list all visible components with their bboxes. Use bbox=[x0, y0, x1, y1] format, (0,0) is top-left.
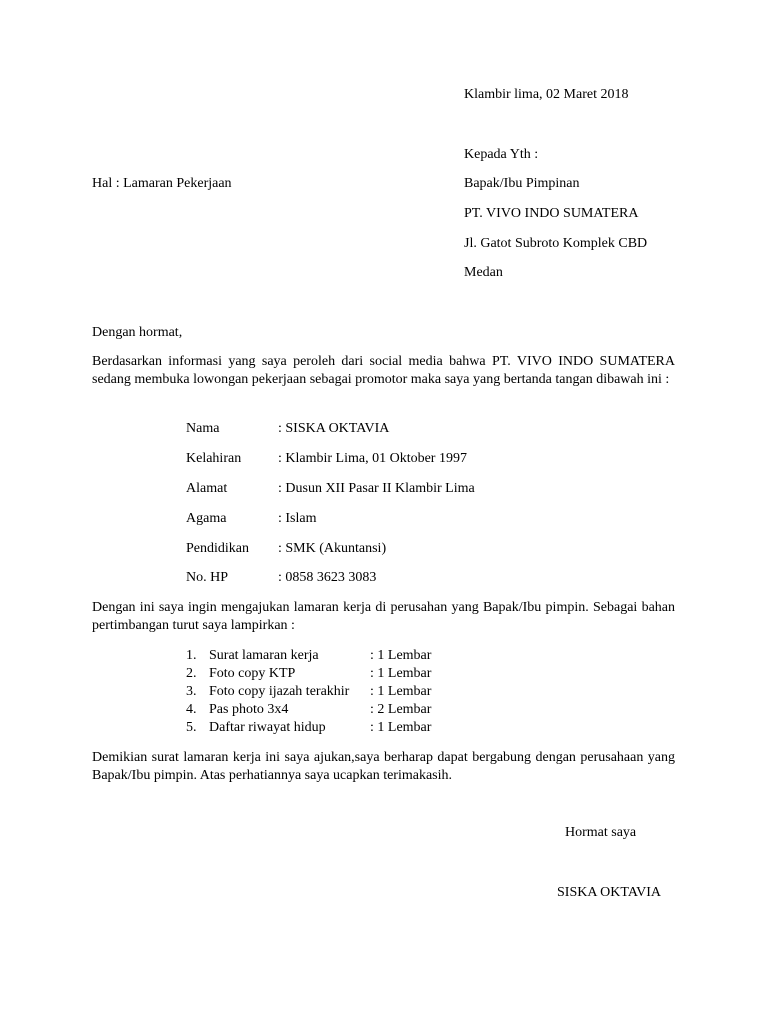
personal-label: No. HP bbox=[186, 570, 229, 585]
attachment-intro-paragraph: Dengan ini saya ingin mengajukan lamaran kerja di perusahan yang Bapak/Ibu pimpin. Sebagai bahan pertimbangan turut saya lampirkan : bbox=[92, 600, 675, 633]
attachment-item bbox=[186, 721, 486, 739]
attachment-amount: : 1 Lembar bbox=[370, 720, 432, 735]
regards-text: Hormat saya bbox=[565, 825, 637, 840]
recipient-to: Kepada Yth : bbox=[464, 147, 539, 162]
personal-value: : Klambir Lima, 01 Oktober 1997 bbox=[278, 451, 467, 466]
attachment-amount: : 1 Lembar bbox=[370, 648, 432, 663]
signer-name: SISKA OKTAVIA bbox=[557, 885, 662, 900]
personal-row bbox=[186, 571, 606, 589]
recipient-name: Bapak/Ibu Pimpinan bbox=[464, 176, 580, 191]
attachment-number: 4. bbox=[186, 702, 197, 717]
attachment-item bbox=[186, 649, 486, 667]
attachment-name: Daftar riwayat hidup bbox=[209, 720, 326, 735]
personal-label: Alamat bbox=[186, 481, 228, 496]
closing-paragraph: Demikian surat lamaran kerja ini saya ajukan,saya berharap dapat bergabung dengan perusahaan yang Bapak/Ibu pimpin. Atas perhatiannya saya ucapkan terimakasih. bbox=[92, 750, 675, 783]
attachment-item bbox=[186, 685, 486, 703]
personal-label: Kelahiran bbox=[186, 451, 242, 466]
attachment-item bbox=[186, 703, 486, 721]
attachment-name: Foto copy ijazah terakhir bbox=[209, 684, 350, 699]
subject-line: Hal : Lamaran Pekerjaan bbox=[92, 176, 232, 191]
personal-row bbox=[186, 482, 606, 500]
attachment-amount: : 2 Lembar bbox=[370, 702, 432, 717]
personal-row bbox=[186, 512, 606, 530]
personal-value: : 0858 3623 3083 bbox=[278, 570, 377, 585]
recipient-company: PT. VIVO INDO SUMATERA bbox=[464, 206, 639, 221]
attachment-number: 5. bbox=[186, 720, 197, 735]
personal-row bbox=[186, 422, 606, 440]
greeting: Dengan hormat, bbox=[92, 325, 183, 340]
personal-value: : SISKA OKTAVIA bbox=[278, 421, 390, 436]
personal-label: Pendidikan bbox=[186, 541, 249, 556]
personal-label: Nama bbox=[186, 421, 220, 436]
attachment-name: Foto copy KTP bbox=[209, 666, 296, 681]
personal-row bbox=[186, 542, 606, 560]
intro-paragraph: Berdasarkan informasi yang saya peroleh dari social media bahwa PT. VIVO INDO SUMATERA sedang membuka lowongan pekerjaan sebagai promotor maka saya yang bertanda tangan dibawah ini : bbox=[92, 354, 675, 387]
personal-row bbox=[186, 452, 606, 470]
personal-label: Agama bbox=[186, 511, 227, 526]
attachment-name: Pas photo 3x4 bbox=[209, 702, 289, 717]
attachment-name: Surat lamaran kerja bbox=[209, 648, 319, 663]
attachment-number: 2. bbox=[186, 666, 197, 681]
personal-value: : SMK (Akuntansi) bbox=[278, 541, 387, 556]
attachment-number: 1. bbox=[186, 648, 197, 663]
attachment-number: 3. bbox=[186, 684, 197, 699]
attachment-amount: : 1 Lembar bbox=[370, 684, 432, 699]
attachment-amount: : 1 Lembar bbox=[370, 666, 432, 681]
personal-value: : Islam bbox=[278, 511, 317, 526]
recipient-city: Medan bbox=[464, 265, 503, 280]
recipient-address: Jl. Gatot Subroto Komplek CBD bbox=[464, 236, 648, 251]
personal-value: : Dusun XII Pasar II Klambir Lima bbox=[278, 481, 475, 496]
attachment-item bbox=[186, 667, 486, 685]
place-date: Klambir lima, 02 Maret 2018 bbox=[464, 87, 629, 102]
